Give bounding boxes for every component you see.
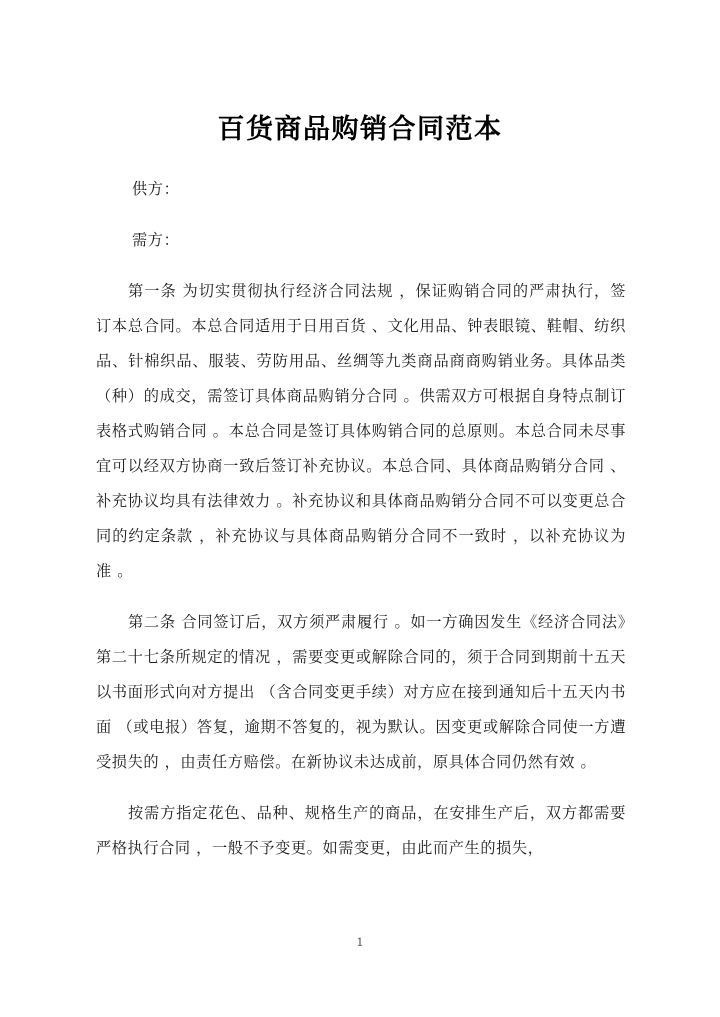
paragraph-article-2-continued: 按需方指定花色、品种、规格生产的商品，在安排生产后，双方都需要严格执行合同 ，一般不予变更。如需变更，由此而产生的损失， bbox=[96, 804, 626, 857]
document-body bbox=[96, 172, 626, 866]
buyer-field-label: 需方： bbox=[132, 231, 180, 249]
page-number: 1 bbox=[356, 936, 364, 949]
paragraph-article-1: 第一条 为切实贯彻执行经济合同法规 ，保证购销合同的严肃执行，签订本总合同。本总合同适用于日用百货 、文化用品、钟表眼镜、鞋帽、纺织品、针棉织品、服装、劳防用品、丝绸等九类商品商商购销业务。具体品类（种）的成交，需签订具体商品购销分合同 。供需双方可根据自身特点制订表格式购销合同 。本总合同是签订具体购销合同的总原则。本总合同未尽事宜可以经双方协商一致后签订补充协议。本总合同、具体商品购销分合同 、补充协议均具有法律效力 。补充协议和具体商品购销分合同不可以变更总合同的约定条款 ，补充协议与具体商品购销分合同不一致时 ，以补充协议为准 。 bbox=[96, 282, 626, 580]
page-title: 百货商品购销合同范本 bbox=[217, 114, 503, 146]
supplier-field-label: 供方： bbox=[132, 180, 180, 198]
paragraph-article-2: 第二条 合同签订后，双方须严肃履行 。如一方确因发生《经济合同法》第二十七条所规定的情况 ，需要变更或解除合同的，须于合同到期前十五天以书面形式向对方提出 （含合同变更手续）对方应在接到通知后十五天内书面 （或电报）答复，逾期不答复的，视为默认。因变更或解除合同使一方遭受损失的 ，由责任方赔偿。在新协议未达成前，原具体合同仍然有效 。 bbox=[96, 613, 626, 771]
